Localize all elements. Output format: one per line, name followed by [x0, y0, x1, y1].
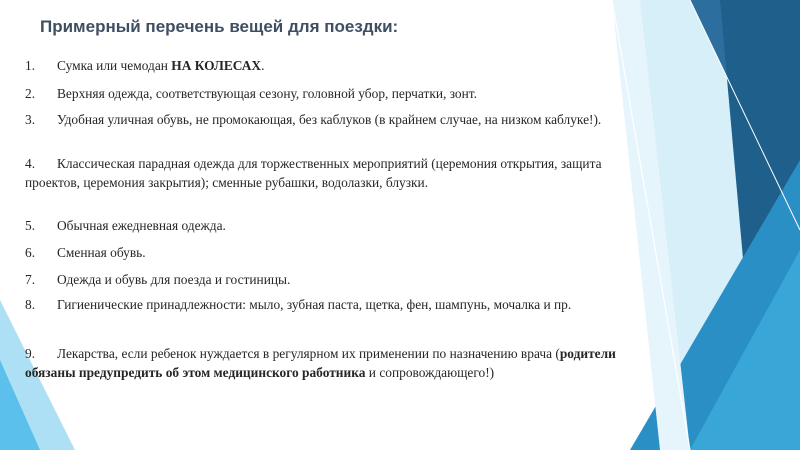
item-bold-text: НА КОЛЕСАХ	[171, 58, 262, 73]
item-number: 3.	[25, 112, 36, 127]
list-item	[25, 155, 635, 192]
item-bold-text: родители обязаны предупредить об этом медицинского работника	[25, 346, 616, 380]
item-number: 5.	[25, 218, 36, 233]
item-text: Классическая парадная одежда для торжественных мероприятий (церемония открытия, защита проектов, церемония закрытия); сменные рубашки, водолазки, блузки.	[25, 156, 602, 190]
item-text: Удобная уличная обувь, не промокающая, без каблуков (в крайнем случае, на низком каблуке!).	[57, 112, 602, 127]
item-text-end: и сопровождающего!)	[365, 364, 495, 380]
item-number: 7.	[25, 272, 36, 287]
list-item	[25, 217, 635, 236]
list-item	[25, 345, 635, 382]
item-text: Одежда и обувь для поезда и гостиницы.	[57, 272, 291, 287]
list-item	[25, 296, 635, 315]
item-text: Гигиенические принадлежности: мыло, зубная паста, щетка, фен, шампунь, мочалка и пр.	[57, 297, 572, 312]
list-item	[25, 85, 635, 104]
item-number: 4.	[25, 156, 36, 171]
item-number: 1.	[25, 58, 36, 73]
item-text: Верхняя одежда, соответствующая сезону, головной убор, перчатки, зонт.	[57, 86, 477, 101]
item-text: Обычная ежедневная одежда.	[57, 218, 226, 233]
item-number: 6.	[25, 245, 36, 260]
list-item	[25, 57, 635, 76]
list-item	[25, 271, 635, 290]
item-text: Лекарства, если ребенок нуждается в регулярном их применении по назначению врача (	[57, 346, 560, 361]
item-number: 8.	[25, 297, 36, 312]
item-text: Сменная обувь.	[57, 245, 146, 260]
list-item	[25, 111, 635, 130]
item-number: 2.	[25, 86, 36, 101]
item-number: 9.	[25, 346, 36, 361]
slide-title: Примерный перечень вещей для поездки:	[40, 17, 399, 36]
item-text-end: .	[261, 58, 265, 73]
item-text: Сумка или чемодан	[57, 58, 172, 73]
list-item	[25, 244, 635, 263]
